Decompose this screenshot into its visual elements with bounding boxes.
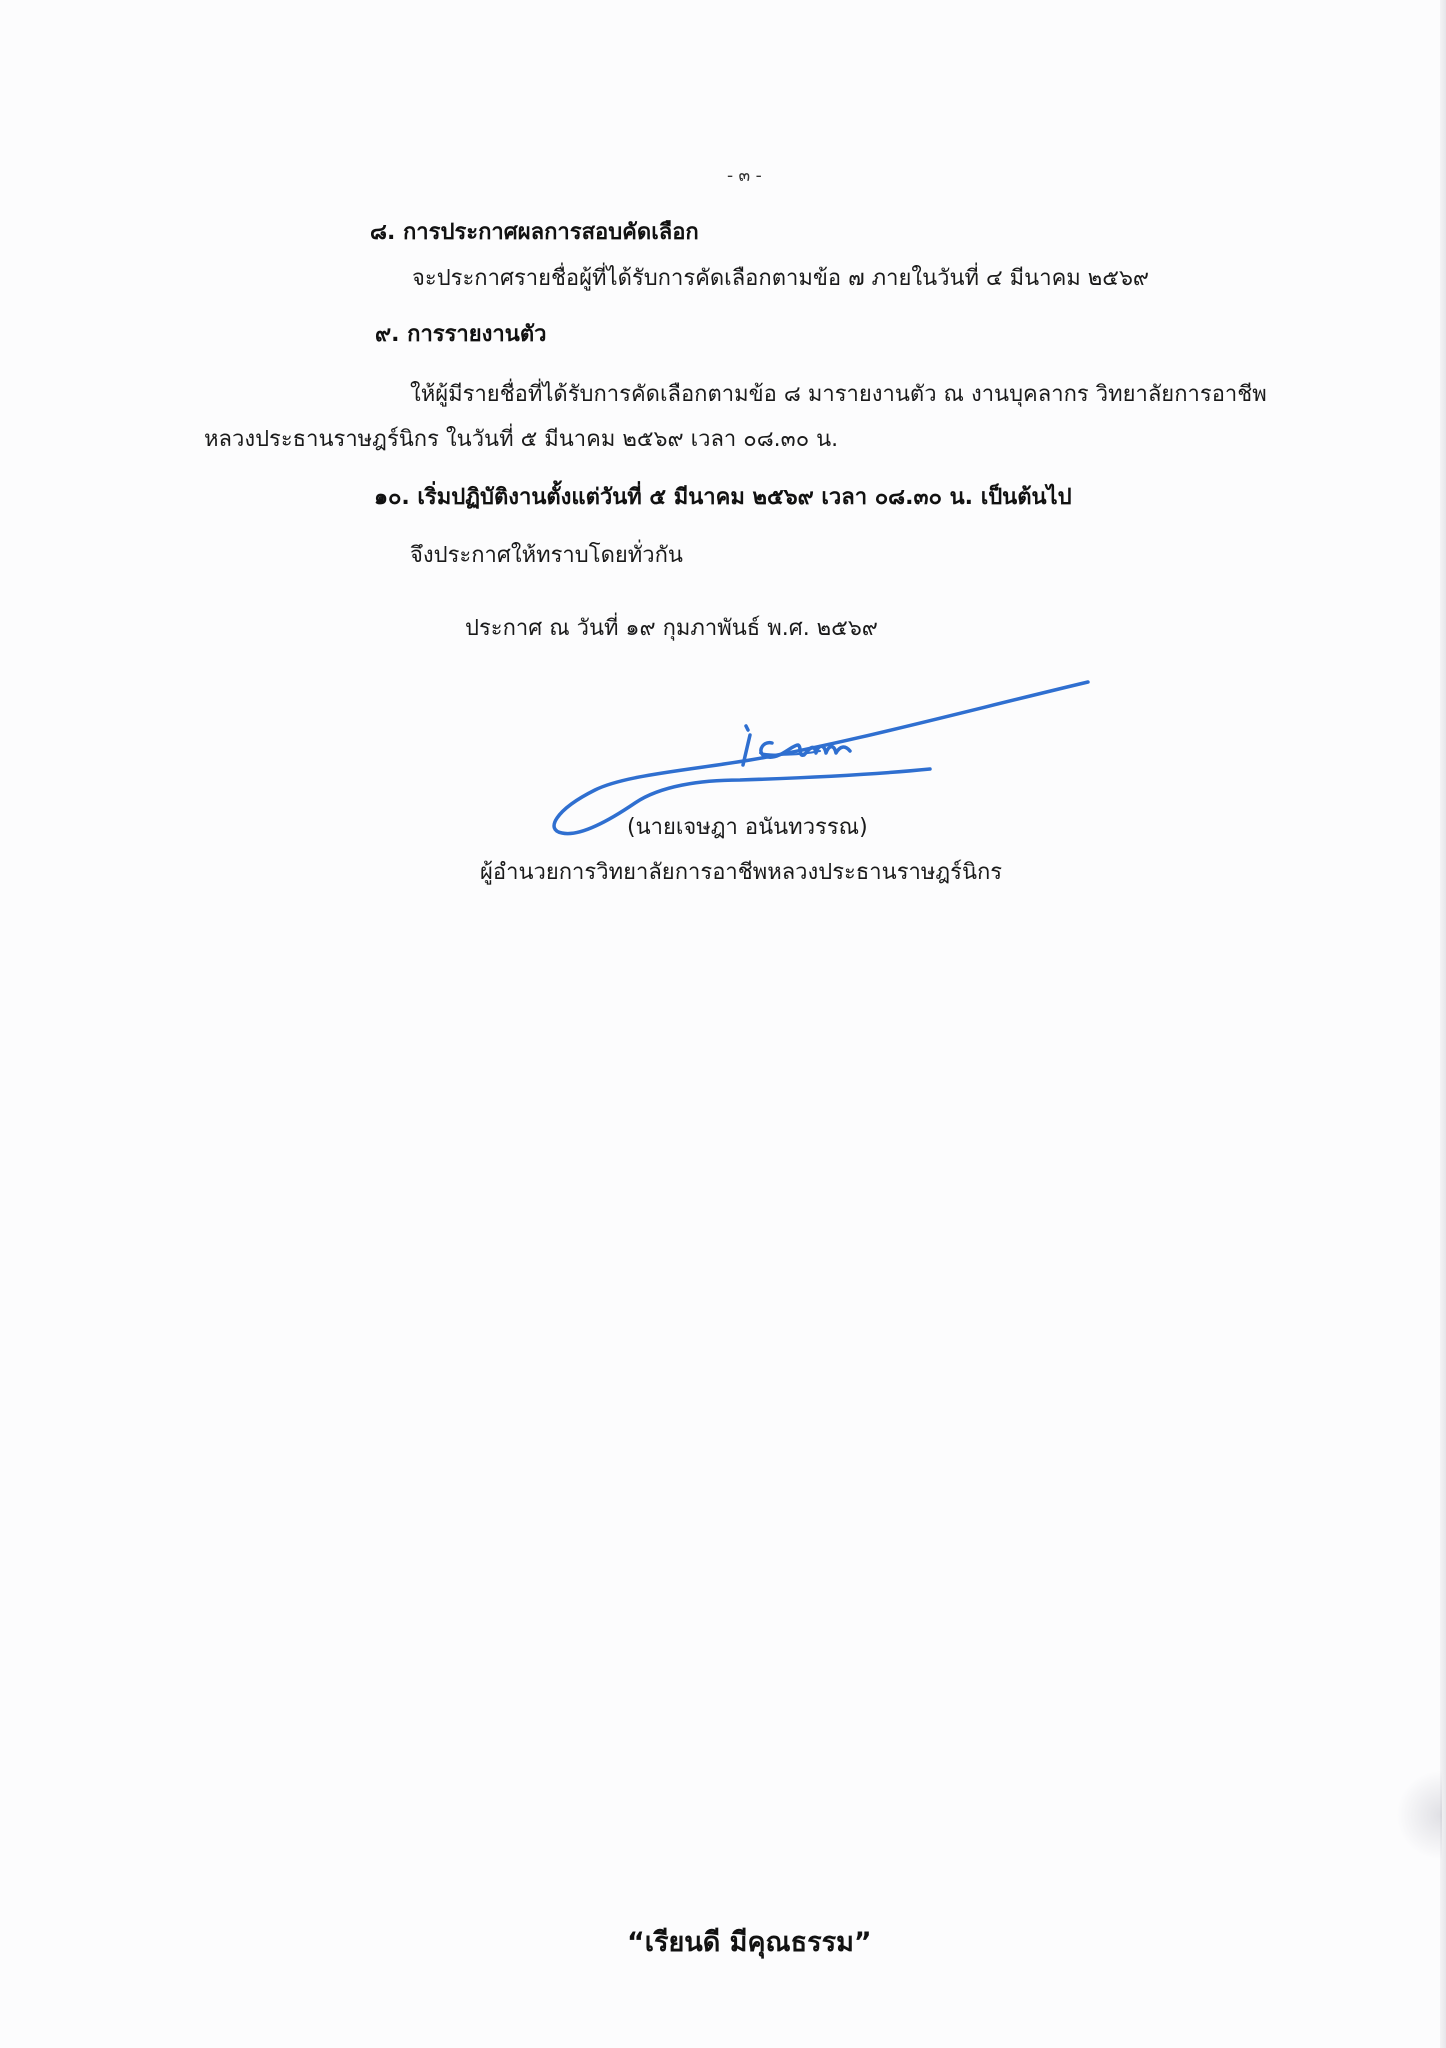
paper-edge xyxy=(1440,0,1446,2048)
signatory-name: (นายเจษฎา อนันทวรรณ) xyxy=(627,815,868,840)
page-number: - ๓ - xyxy=(727,166,762,186)
section-8-body: จะประกาศรายชื่อผู้ที่ได้รับการคัดเลือกตามข้อ ๗ ภายในวันที่ ๔ มีนาคม ๒๕๖๙ xyxy=(412,266,1150,291)
section-9-body-line-2: หลวงประธานราษฎร์นิกร ในวันที่ ๕ มีนาคม ๒๕๖๙ เวลา ๐๘.๓๐ น. xyxy=(204,427,839,452)
section-8-heading: ๘. การประกาศผลการสอบคัดเลือก xyxy=(370,220,699,245)
section-9-heading: ๙. การรายงานตัว xyxy=(375,322,547,347)
announcement-date: ประกาศ ณ วันที่ ๑๙ กุมภาพันธ์ พ.ศ. ๒๕๖๙ xyxy=(465,616,878,641)
closing-announcement: จึงประกาศให้ทราบโดยทั่วกัน xyxy=(410,543,683,568)
signatory-title: ผู้อำนวยการวิทยาลัยการอาชีพหลวงประธานราษฎร์นิกร xyxy=(480,860,1003,885)
scan-smudge xyxy=(1396,1770,1442,1860)
section-10-heading: ๑๐. เริ่มปฏิบัติงานตั้งแต่วันที่ ๕ มีนาคม ๒๕๖๙ เวลา ๐๘.๓๐ น. เป็นต้นไป xyxy=(374,485,1072,510)
college-motto: “เรียนดี มีคุณธรรม” xyxy=(627,1927,872,1958)
section-9-body-line-1: ให้ผู้มีรายชื่อที่ได้รับการคัดเลือกตามข้อ ๘ มารายงานตัว ณ งานบุคลากร วิทยาลัยการอาชีพ xyxy=(410,382,1267,407)
